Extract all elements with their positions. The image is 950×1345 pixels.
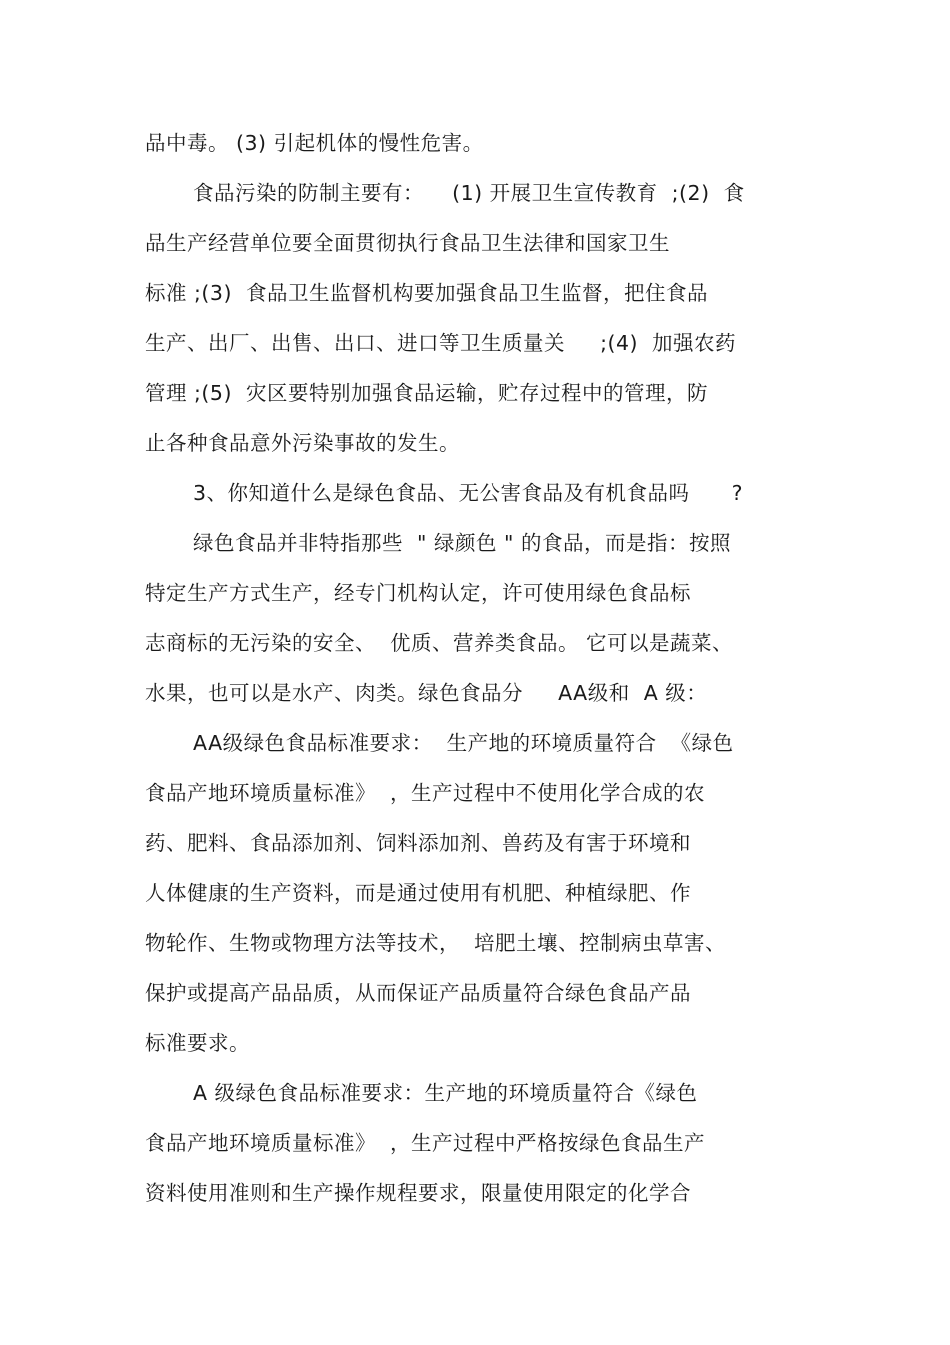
text-line: 生产、出厂、出售、出口、进口等卫生质量关 ;(4) 加强农药 (145, 331, 737, 355)
text-line: 资料使用准则和生产操作规程要求，限量使用限定的化学合 (145, 1181, 691, 1205)
text-line: 药、肥料、食品添加剂、饲料添加剂、兽药及有害于环境和 (145, 831, 691, 855)
text-line: 特定生产方式生产，经专门机构认定，许可使用绿色食品标 (145, 581, 691, 605)
text-line: 食品污染的防制主要有： (1) 开展卫生宣传教育 ;(2) 食 (193, 181, 745, 205)
text-line: 绿色食品并非特指那些 " 绿颜色 " 的食品，而是指：按照 (193, 531, 731, 555)
text-line: 食品产地环境质量标准》 ，生产过程中严格按绿色食品生产 (145, 1131, 706, 1155)
text-line: 保护或提高产品品质，从而保证产品质量符合绿色食品产品 (145, 981, 691, 1005)
text-line: 止各种食品意外污染事故的发生。 (145, 431, 460, 455)
text-line: AA级绿色食品标准要求： 生产地的环境质量符合 《绿色 (193, 731, 734, 755)
text-line: 水果，也可以是水产、肉类。绿色食品分 AA级和 A 级： (145, 681, 708, 705)
text-line: 人体健康的生产资料，而是通过使用有机肥、种植绿肥、作 (145, 881, 691, 905)
text-line: 管理 ;(5) 灾区要特别加强食品运输，贮存过程中的管理，防 (145, 381, 708, 405)
text-line: 品中毒。 (3) 引起机体的慢性危害。 (145, 131, 484, 155)
text-line: 3、你知道什么是绿色食品、无公害食品及有机食品吗 ? (193, 481, 744, 505)
text-line: 志商标的无污染的安全、 优质、营养类食品。 它可以是蔬菜、 (145, 631, 734, 655)
text-line: 标准要求。 (145, 1031, 250, 1055)
text-line: 物轮作、生物或物理方法等技术， 培肥土壤、控制病虫草害、 (145, 931, 727, 955)
text-line: 品生产经营单位要全面贯彻执行食品卫生法律和国家卫生 (145, 231, 670, 255)
text-line: A 级绿色食品标准要求：生产地的环境质量符合《绿色 (193, 1081, 698, 1105)
text-line: 食品产地环境质量标准》 ，生产过程中不使用化学合成的农 (145, 781, 706, 805)
text-line: 标准 ;(3) 食品卫生监督机构要加强食品卫生监督，把住食品 (145, 281, 708, 305)
